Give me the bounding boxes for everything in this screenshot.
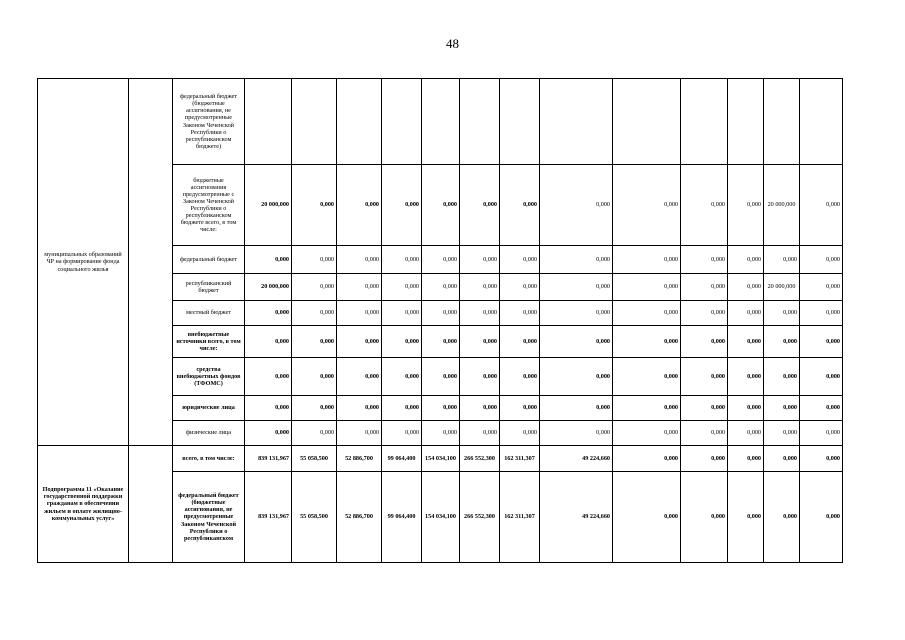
- value-cell: 266 552,300: [460, 472, 500, 563]
- value-cell: 0,000: [292, 274, 337, 301]
- value-cell: 0,000: [245, 326, 292, 358]
- value-cell: 0,000: [540, 396, 613, 421]
- value-cell: 0,000: [500, 358, 540, 396]
- value-cell: 0,000: [764, 446, 800, 472]
- value-cell: 0,000: [337, 396, 382, 421]
- value-cell: 839 131,967: [245, 472, 292, 563]
- funding-source-cell: бюджетные ассигнования предусмотренные с Законом Чеченской Республики о республиканском бюджете всего, в том числе:: [173, 165, 245, 246]
- value-cell: 0,000: [681, 274, 728, 301]
- funding-source-cell: средства внебюджетных фондов (ТФОМС): [173, 358, 245, 396]
- value-cell: 52 886,700: [337, 472, 382, 563]
- value-cell: 0,000: [337, 358, 382, 396]
- value-cell: 0,000: [613, 446, 681, 472]
- value-cell: 0,000: [460, 165, 500, 246]
- value-cell: 0,000: [800, 165, 843, 246]
- value-cell: 20 000,000: [764, 165, 800, 246]
- value-cell: 0,000: [800, 301, 843, 326]
- value-cell: 0,000: [681, 472, 728, 563]
- value-cell: 0,000: [728, 421, 764, 446]
- value-cell: 0,000: [500, 246, 540, 274]
- value-cell: 0,000: [460, 301, 500, 326]
- funding-source-cell: федеральный бюджет: [173, 246, 245, 274]
- funding-source-cell: республиканский бюджет: [173, 274, 245, 301]
- value-cell: 0,000: [540, 358, 613, 396]
- value-cell: 266 552,300: [460, 446, 500, 472]
- value-cell: [382, 79, 422, 165]
- value-cell: 154 034,100: [422, 446, 460, 472]
- value-cell: [681, 79, 728, 165]
- value-cell: 0,000: [292, 246, 337, 274]
- value-cell: [613, 79, 681, 165]
- value-cell: 0,000: [681, 421, 728, 446]
- value-cell: 0,000: [800, 396, 843, 421]
- value-cell: 0,000: [422, 358, 460, 396]
- value-cell: 0,000: [800, 421, 843, 446]
- value-cell: 0,000: [728, 246, 764, 274]
- value-cell: 0,000: [681, 301, 728, 326]
- value-cell: 0,000: [422, 326, 460, 358]
- value-cell: 0,000: [613, 274, 681, 301]
- value-cell: 0,000: [422, 396, 460, 421]
- value-cell: 0,000: [460, 326, 500, 358]
- value-cell: 0,000: [500, 274, 540, 301]
- value-cell: 0,000: [728, 396, 764, 421]
- value-cell: 0,000: [382, 274, 422, 301]
- value-cell: 0,000: [613, 421, 681, 446]
- value-cell: [460, 79, 500, 165]
- value-cell: 0,000: [613, 301, 681, 326]
- value-cell: 0,000: [422, 421, 460, 446]
- funding-source-cell: федеральный бюджет (бюджетные ассигнования, не предусмотренные Законом Чеченской Республики о республиканском: [173, 472, 245, 563]
- value-cell: 0,000: [500, 326, 540, 358]
- block1-program-cell: муниципальных образований ЧР на формирование фонда социального жилья: [38, 79, 129, 446]
- value-cell: 0,000: [800, 326, 843, 358]
- value-cell: 0,000: [460, 274, 500, 301]
- value-cell: [800, 79, 843, 165]
- value-cell: 0,000: [540, 274, 613, 301]
- value-cell: 0,000: [764, 246, 800, 274]
- value-cell: 0,000: [681, 358, 728, 396]
- value-cell: 0,000: [382, 246, 422, 274]
- value-cell: [245, 79, 292, 165]
- value-cell: 0,000: [337, 326, 382, 358]
- value-cell: 0,000: [681, 396, 728, 421]
- value-cell: [500, 79, 540, 165]
- value-cell: 0,000: [337, 421, 382, 446]
- value-cell: 0,000: [800, 446, 843, 472]
- value-cell: 0,000: [764, 472, 800, 563]
- value-cell: 55 058,500: [292, 472, 337, 563]
- value-cell: 0,000: [460, 396, 500, 421]
- value-cell: 55 058,500: [292, 446, 337, 472]
- value-cell: 20 000,000: [245, 165, 292, 246]
- value-cell: 0,000: [728, 326, 764, 358]
- value-cell: 0,000: [382, 358, 422, 396]
- value-cell: 162 311,307: [500, 472, 540, 563]
- value-cell: 0,000: [800, 358, 843, 396]
- budget-table: [37, 78, 843, 563]
- value-cell: 52 886,700: [337, 446, 382, 472]
- table-row: [38, 79, 843, 165]
- value-cell: 0,000: [292, 396, 337, 421]
- funding-source-cell: всего, в том числе:: [173, 446, 245, 472]
- value-cell: 0,000: [382, 165, 422, 246]
- value-cell: 0,000: [500, 301, 540, 326]
- value-cell: 99 064,400: [382, 472, 422, 563]
- value-cell: 0,000: [500, 165, 540, 246]
- value-cell: 0,000: [460, 246, 500, 274]
- value-cell: 0,000: [681, 446, 728, 472]
- value-cell: 49 224,660: [540, 472, 613, 563]
- value-cell: 0,000: [613, 472, 681, 563]
- value-cell: 0,000: [337, 246, 382, 274]
- value-cell: 154 034,100: [422, 472, 460, 563]
- value-cell: [540, 79, 613, 165]
- value-cell: 0,000: [422, 274, 460, 301]
- value-cell: 0,000: [292, 326, 337, 358]
- value-cell: 0,000: [800, 274, 843, 301]
- value-cell: 0,000: [613, 246, 681, 274]
- value-cell: 0,000: [382, 301, 422, 326]
- value-cell: 0,000: [500, 396, 540, 421]
- value-cell: 0,000: [422, 165, 460, 246]
- value-cell: 0,000: [540, 301, 613, 326]
- value-cell: 0,000: [728, 446, 764, 472]
- value-cell: 0,000: [500, 421, 540, 446]
- value-cell: 0,000: [728, 472, 764, 563]
- value-cell: 0,000: [245, 301, 292, 326]
- page-number: 48: [446, 36, 459, 51]
- funding-source-cell: федеральный бюджет (бюджетные ассигнования, не предусмотренные Законом Чеченской Республики о республиканском бюджете): [173, 79, 245, 165]
- value-cell: 20 000,000: [764, 274, 800, 301]
- block2-program-cell: Подпрограмма 11 «Оказание государственной поддержки гражданам в обеспечении жильем и оплате жилищно-коммунальных услуг»: [38, 446, 129, 563]
- value-cell: 20 000,000: [245, 274, 292, 301]
- value-cell: 839 131,967: [245, 446, 292, 472]
- value-cell: 0,000: [728, 358, 764, 396]
- value-cell: 0,000: [292, 165, 337, 246]
- value-cell: 0,000: [245, 396, 292, 421]
- value-cell: 0,000: [540, 165, 613, 246]
- value-cell: 49 224,660: [540, 446, 613, 472]
- value-cell: 0,000: [728, 274, 764, 301]
- value-cell: 0,000: [337, 165, 382, 246]
- value-cell: 0,000: [681, 326, 728, 358]
- value-cell: [422, 79, 460, 165]
- value-cell: 0,000: [422, 246, 460, 274]
- value-cell: [764, 79, 800, 165]
- value-cell: 0,000: [800, 472, 843, 563]
- value-cell: 0,000: [382, 396, 422, 421]
- value-cell: 0,000: [764, 396, 800, 421]
- funding-source-cell: физические лица: [173, 421, 245, 446]
- value-cell: 0,000: [292, 421, 337, 446]
- value-cell: 0,000: [245, 421, 292, 446]
- value-cell: 0,000: [728, 301, 764, 326]
- value-cell: 0,000: [681, 246, 728, 274]
- value-cell: 0,000: [337, 274, 382, 301]
- value-cell: 0,000: [764, 358, 800, 396]
- value-cell: 0,000: [764, 421, 800, 446]
- value-cell: 0,000: [613, 396, 681, 421]
- value-cell: 0,000: [382, 421, 422, 446]
- value-cell: 0,000: [540, 326, 613, 358]
- value-cell: 0,000: [764, 326, 800, 358]
- value-cell: 0,000: [681, 165, 728, 246]
- value-cell: 0,000: [540, 246, 613, 274]
- value-cell: 0,000: [613, 165, 681, 246]
- value-cell: 0,000: [764, 301, 800, 326]
- value-cell: 0,000: [613, 358, 681, 396]
- value-cell: 0,000: [540, 421, 613, 446]
- value-cell: 0,000: [292, 358, 337, 396]
- value-cell: 162 311,307: [500, 446, 540, 472]
- funding-source-cell: внебюджетные источники всего, в том числе:: [173, 326, 245, 358]
- value-cell: [337, 79, 382, 165]
- value-cell: 0,000: [460, 358, 500, 396]
- value-cell: [292, 79, 337, 165]
- value-cell: 0,000: [800, 246, 843, 274]
- value-cell: 0,000: [460, 421, 500, 446]
- value-cell: 0,000: [245, 246, 292, 274]
- funding-source-cell: юридические лица: [173, 396, 245, 421]
- block2-executor-cell: [129, 446, 173, 563]
- value-cell: [728, 79, 764, 165]
- value-cell: 0,000: [728, 165, 764, 246]
- value-cell: 0,000: [422, 301, 460, 326]
- value-cell: 0,000: [382, 326, 422, 358]
- value-cell: 0,000: [337, 301, 382, 326]
- value-cell: 99 064,400: [382, 446, 422, 472]
- value-cell: 0,000: [245, 358, 292, 396]
- value-cell: 0,000: [613, 326, 681, 358]
- value-cell: 0,000: [292, 301, 337, 326]
- funding-source-cell: местный бюджет: [173, 301, 245, 326]
- table-row: [38, 446, 843, 472]
- block1-executor-cell: [129, 79, 173, 446]
